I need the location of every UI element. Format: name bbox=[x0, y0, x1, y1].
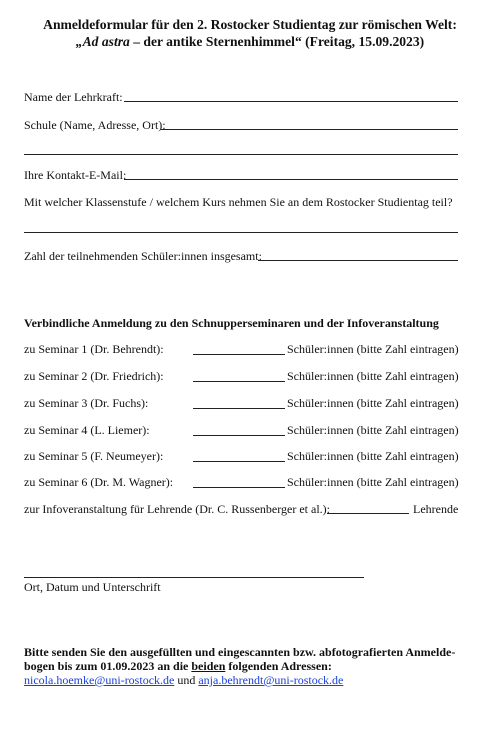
seminar-count-field-4[interactable] bbox=[193, 423, 285, 436]
footer-line-1: Bitte senden Sie den ausgefüllten und eingescannten bzw. abfotografierten Anmelde- bbox=[24, 645, 456, 659]
class-question-field[interactable] bbox=[24, 232, 458, 233]
school-field-line-2[interactable] bbox=[24, 154, 458, 155]
school-label: Schule (Name, Adresse, Ort): bbox=[24, 118, 166, 132]
info-event-label: zur Infoveranstaltung für Lehrende (Dr. C. Russenberger et al.): bbox=[24, 502, 331, 516]
info-event-unit: Lehrende bbox=[413, 502, 459, 516]
info-event-count-field[interactable] bbox=[327, 513, 409, 514]
contact-email-label: Ihre Kontakt-E-Mail: bbox=[24, 168, 127, 182]
seminar-row-1 bbox=[24, 342, 460, 356]
email-link-behrendt[interactable]: anja.behrendt@uni-rostock.de bbox=[198, 673, 344, 687]
email-conjunction: und bbox=[174, 673, 199, 687]
footer-line-2-a: bogen bis zum 01.09.2023 an die bbox=[24, 659, 192, 673]
title-italic: „Ad astra bbox=[75, 34, 130, 49]
seminar-unit-4: Schüler:innen (bitte Zahl eintragen) bbox=[287, 423, 459, 437]
seminar-row-2 bbox=[24, 369, 460, 383]
registration-heading: Verbindliche Anmeldung zu den Schnupperseminaren und der Infoveranstaltung bbox=[24, 316, 439, 330]
title-line-2 bbox=[10, 33, 490, 50]
seminar-count-field-3[interactable] bbox=[193, 396, 285, 409]
student-count-label: Zahl der teilnehmenden Schüler:innen insgesamt: bbox=[24, 249, 262, 263]
teacher-name-label: Name der Lehrkraft: bbox=[24, 90, 123, 104]
seminar-row-3 bbox=[24, 396, 460, 410]
footer-line-2 bbox=[24, 659, 332, 673]
seminar-count-field-1[interactable] bbox=[193, 342, 285, 355]
page-title bbox=[10, 16, 490, 50]
seminar-label-5: zu Seminar 5 (F. Neumeyer): bbox=[24, 449, 164, 463]
seminar-unit-3: Schüler:innen (bitte Zahl eintragen) bbox=[287, 396, 459, 410]
title-line-1: Anmeldeformular für den 2. Rostocker Studientag zur römischen Welt: bbox=[43, 17, 457, 32]
seminar-unit-5: Schüler:innen (bitte Zahl eintragen) bbox=[287, 449, 459, 463]
footer-line-2-c: folgenden Adressen: bbox=[225, 659, 332, 673]
seminar-label-2: zu Seminar 2 (Dr. Friedrich): bbox=[24, 369, 164, 383]
footer-emails bbox=[24, 673, 343, 687]
signature-field[interactable] bbox=[24, 577, 364, 578]
signature-label: Ort, Datum und Unterschrift bbox=[24, 580, 161, 594]
seminar-row-4 bbox=[24, 423, 460, 437]
seminar-unit-2: Schüler:innen (bitte Zahl eintragen) bbox=[287, 369, 459, 383]
seminar-row-6 bbox=[24, 475, 460, 489]
seminar-row-5 bbox=[24, 449, 460, 463]
seminar-unit-1: Schüler:innen (bitte Zahl eintragen) bbox=[287, 342, 459, 356]
title-rest: – der antike Sternenhimmel“ (Freitag, 15.09.2023) bbox=[129, 34, 425, 49]
seminar-count-field-6[interactable] bbox=[193, 475, 285, 488]
school-field[interactable] bbox=[161, 129, 458, 130]
seminar-label-1: zu Seminar 1 (Dr. Behrendt): bbox=[24, 342, 164, 356]
seminar-count-field-5[interactable] bbox=[193, 449, 285, 462]
footer-line-2-emphasis: beiden bbox=[191, 659, 226, 673]
seminar-count-field-2[interactable] bbox=[193, 369, 285, 382]
email-link-hoemke[interactable]: nicola.hoemke@uni-rostock.de bbox=[24, 673, 175, 687]
seminar-label-6: zu Seminar 6 (Dr. M. Wagner): bbox=[24, 475, 174, 489]
student-count-field[interactable] bbox=[258, 260, 458, 261]
contact-email-field[interactable] bbox=[124, 179, 458, 180]
class-question-label: Mit welcher Klassenstufe / welchem Kurs nehmen Sie an dem Rostocker Studientag teil? bbox=[24, 195, 453, 209]
seminar-unit-6: Schüler:innen (bitte Zahl eintragen) bbox=[287, 475, 459, 489]
teacher-name-field[interactable] bbox=[124, 101, 458, 102]
seminar-label-3: zu Seminar 3 (Dr. Fuchs): bbox=[24, 396, 149, 410]
seminar-label-4: zu Seminar 4 (L. Liemer): bbox=[24, 423, 150, 437]
